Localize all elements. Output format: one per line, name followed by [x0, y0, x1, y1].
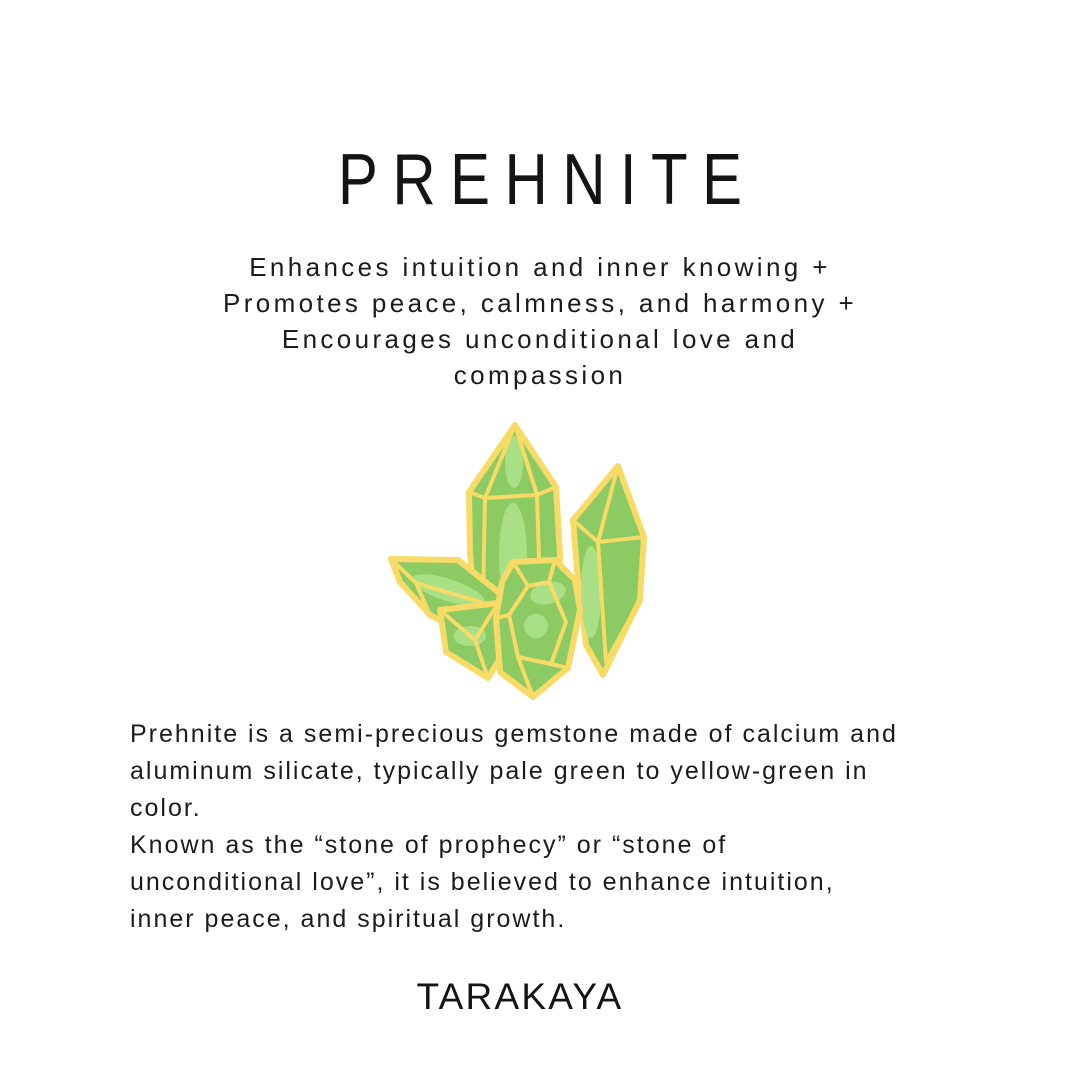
body-line: aluminum silicate, typically pale green to yellow-green in [130, 757, 869, 785]
subtitle-line: compassion [453, 360, 627, 390]
body-text [130, 716, 990, 938]
body-line: Known as the “stone of prophecy” or “stone of [130, 831, 728, 859]
subtitle-line: Enhances intuition and inner knowing + [249, 252, 831, 282]
page-title-wrap [0, 138, 1080, 220]
subtitle-line: Encourages unconditional love and [281, 324, 799, 354]
subtitle [0, 249, 1080, 393]
body-line: inner peace, and spiritual growth. [130, 905, 567, 933]
subtitle-line: Promotes peace, calmness, and harmony + [222, 288, 858, 318]
body-line: Prehnite is a semi-precious gemstone made of calcium and [130, 720, 898, 748]
body-line: color. [130, 794, 202, 822]
crystal-center [496, 560, 580, 697]
page-title: PREHNITE [337, 139, 757, 220]
body-line: unconditional love”, it is believed to enhance intuition, [130, 868, 835, 896]
crystal-cluster-illustration [370, 410, 710, 710]
crystal-right [573, 466, 644, 675]
brand-footer: TARAKAYA [416, 976, 624, 1017]
